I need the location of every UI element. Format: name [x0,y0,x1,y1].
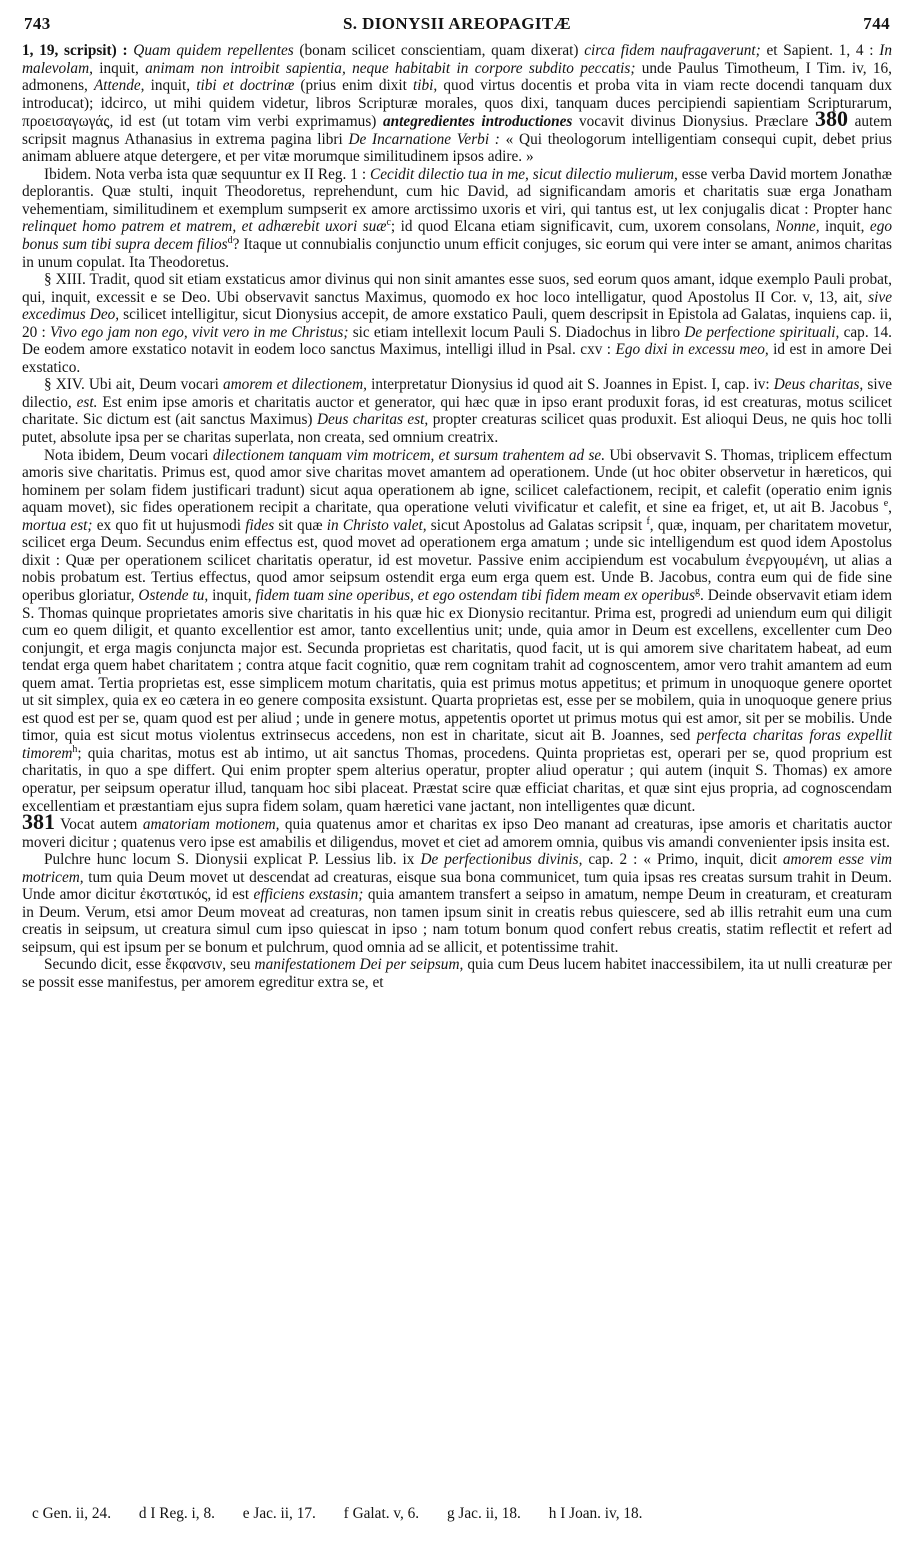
text-run: Vocat autem [55,816,143,834]
text-run: ? Itaque ut connubialis conjunctio unum efficit conjuges, sic eorum qui vere inter se amant, animos charitas in unum copulat. Ita Theodoretus. [22,236,893,271]
footnote-ref: d [227,234,233,246]
text-run: fidem tuam sine operibus, et ego ostendam tibi fidem meam ex operibus [255,586,696,604]
text-run: sic etiam intellexit locum Pauli S. Diadochus in libro [348,323,685,341]
margin-number: 380 [814,106,848,132]
text-run: Secundo dicit, esse ἔκφανσιν, seu [44,956,255,974]
footnote: f Galat. v, 6. [343,1505,420,1522]
text-run: scilicet intelligitur, sicut Dionysius accepit, de amore exstatico Pauli, quem descripsit in Epistola ad Galatas, inquiens cap. ii, 20 : [22,306,892,341]
footnote-ref: f [646,515,650,527]
text-run: Vivo ego jam non ego, vivit vero in me Christus; [50,323,349,341]
text-run: Ibidem. Nota verba ista quæ sequuntur ex II Reg. 1 : [44,165,371,183]
footnotes [32,1505,882,1523]
text-run: inquit, [819,218,870,236]
text-run: Ubi observavit S. Thomas, triplicem effectum amoris sive charitatis. Primus est, quod amor sive charitas movet amantem ad operationem. Unde (ut hoc obiter observetur in hæreticos, qui hominem per solam fidem justificari tradunt) sicut aqua operationem ab igne, scilicet calefactionem, recipit, et calefit (operatio enim ignis aquam movet), sic fides operationem recipit a charitate, qua operatione veluti vivificatur et calefit, et sine ea friget, et, ut ait B. Jacobus [22,446,892,517]
text-run: propter creaturas scilicet quas produxit. Est alioqui Deus, ne quis hoc tolli putet, absolute ipsa per se charitas superlata, non creata, sed omnium creatrix. [22,411,892,447]
text-run: sive dilectio, [22,376,893,411]
text-run: Ostende tu, [138,586,209,604]
footnote-ref: e [883,498,889,510]
text-run: animam non introibit sapientia, neque habitabit in corpore subdito peccatis; [145,59,636,77]
footnote: h I Joan. iv, 18. [548,1505,643,1522]
text-run: ex quo fit ut hujusmodi [92,516,246,534]
text-run: amorem et dilectionem, [222,376,367,394]
text-run: In malevolam, [22,42,892,77]
page-header [22,14,892,38]
text-run: Deus charitas est, [316,411,429,429]
margin-number: 381 [22,809,55,835]
text-run: tibi et doctrinæ [196,77,295,95]
text-run: De Incarnatione Verbi : [348,130,500,148]
paragraph-6 [22,809,893,851]
text-run: Cecidit dilectio tua in me, sicut dilectio mulierum, [370,165,678,183]
text-run: tibi, [413,77,438,95]
footnote: c Gen. ii, 24. [32,1505,112,1522]
body-text [22,42,892,992]
footnote: d I Reg. i, 8. [138,1505,215,1522]
footnote-ref: c [386,217,391,229]
text-run: est. [76,393,98,411]
text-run: interpretatur Dionysius id quod ait S. Joannes in Epist. I, cap. iv: [366,376,774,394]
text-run: tum quia Deum movet ut descendat ad creaturas, eisque sua bona communicet, tum quia ipsas res creatas sursum trahit in Deum. Unde amor dicitur ἐκστατικός, id est [22,868,892,904]
text-run: cap. 14. De eodem amore exstatico notavit in eodem loco sanctus Maximus, intelligi illud in Psal. cxv : [22,323,893,359]
text-run: autem scripsit magnus Athanasius in extrema pagina libri [22,113,892,148]
text-run: mortua est; [22,516,93,534]
text-run: circa fidem naufragaverunt; [584,42,761,59]
footnote-ref: h [72,743,78,755]
text-run: Ego dixi in excessu meo, [615,341,769,359]
text-run: . Deinde observavit etiam idem S. Thomas quinque proprietates amoris sive charitatis in his quæ hic ex Dionysio recitantur. Prima est, progredi ad uniendum eum qui diligit cum eo quem diligit, et quanto excellentior est amor, tanto excellentius unit; unde, quia amor in Deum est excellens, excellenter cum Deo conjungit, et erga magis conjuncta major est. Secunda proprietas est charitatis, quod facit, ut is qui amorem sive charitatem habeat, ad eum tendat erga quem habet charitatem ; contra atque facit cognitio, quæ rem cognitam trahit ad cognoscentem, amor vero trahit amantem ad eum quem amat. Tertia proprietas est, esse simplicem motum charitatis, quia est primus motus appetitus; et primum in unoquoque genere oportet ut sit simplex, quia ex eo cætera in eo genere composita exsistunt. Quarta proprietas est, esse per se mobilem, quia in unoquoque genere prius est quod est per se, quam quod est per aliud ; unde in genere motus, appetentis oportet ut primus motus qui est amor, sit per se mobilis. Unde timor, quia est sicut motus violentus extrinsecus accedens, non est in charitate, sicut ait B. Joannes, sed [22,586,892,745]
text-run: quod virtus docentis et proba vita in viam recte docendi tanquam dux introducat); idcirco, ut mihi quidem videtur, libros Scripturæ morales, quos dixi, tanquam duces percipiendi sapientiam Scripturarum, προεισαγωγάς, id est (ut totam vim verbi exprimamus) [22,77,892,131]
text-run: quia quatenus amor et charitas ex ipso Deo manant ad creaturas, ipse amoris et charitatis auctor moveri dicitur ; quatenus vero ipse est amabilis et diligendus, movet et ciet ad amorem omnia, quibus vis amandi convenienter ipsis insita est. [22,816,893,851]
running-title: S. DIONYSII AREOPAGITÆ [342,14,572,33]
page-number-left: 743 [24,14,51,33]
text-run: inquit, [92,59,146,77]
page-number-right: 744 [863,14,890,33]
text-run: esse verba David mortem Jonathæ deplorantis. Quæ stulti, inquit Theodoretus, reprehendunt, cum hic David, ad significandam amoris et charitatis suæ erga Jonatham vehementiam, similitudinem et exemplum sumpserit ex amore arctissimo uxoris et viri, qui tantus est, ut lex conjugalis dicat : Propter hanc [22,165,893,218]
text-run: antegredientes introductiones [383,113,573,131]
text-run: unde Paulus Timotheum, I Tim. iv, 16, admonens, [22,59,892,95]
paragraph-5 [22,447,892,815]
text-run: ego bonus sum tibi supra decem filios [22,218,893,254]
text-run: ; quia charitas, motus est ab intimo, ut ait sanctus Thomas, procedens. Quinta proprietas est, operari per se, quod proprium est charitatis, in quo a spe differt. Qui enim propter spem alterius operatur, propter aliud operatur ; qui autem (inquit S. Thomas) ex amore operatur, per seipsum operatur illud, tanquam hoc sibi placeat. Præstat scire quæ efficiat charitas, et quæ sint ejus propria, ad cognoscendam excellentiam et præstantiam ejus supra fidem solam, quam hæretici vane jactant, non intelligentes quæ dicunt. [22,744,892,815]
text-run: sicut Apostolus ad Galatas scripsit [426,516,647,534]
text-run: Est enim ipse amoris et charitatis auctor et generator, qui hæc quæ in ipso erant produxit foras, id est creaturas, motus scilicet charitate. Sic dictum est (ait sanctus Maximus) [22,393,892,429]
text-run: Deus charitas, [773,376,864,394]
text-run: « Qui theologorum intelligentiam consequi cupit, debet prius animam abluere atque detergere, et per vitæ morumque similitudinem ipsos adire. » [22,130,892,166]
footnote: e Jac. ii, 17. [242,1505,316,1522]
text-run: in Christo valet, [326,516,427,534]
text-run: inquit, [208,586,256,604]
text-run: Quam quidem repellentes [133,42,294,59]
text-run: Attende, [93,77,145,95]
text-run: 1, 19, scripsit) : [22,42,134,59]
text-run: vocavit divinus Dionysius. Præclare [572,113,815,131]
paragraph-3 [22,271,892,376]
text-run: amorem esse vim motricem, [22,851,892,886]
text-run: § XIII. Tradit, quod sit etiam exstaticus amor divinus qui non sinit amantes esse suos, sed eorum quos amant, idque exemplo Pauli probat, qui, inquit, excessit e se Deo. Ubi observavit sanctus Maximus, quomodo ex hoc loco intelligatur, quod Apostolus II Cor. v, 13, ait, [22,271,892,306]
text-run: Nota ibidem, Deum vocari [44,446,213,464]
text-run: cap. 2 : « Primo, inquit, dicit [582,851,783,869]
text-run: efficiens exstasin; [253,886,364,904]
text-run: et Sapient. 1, 4 : [760,42,880,59]
text-run: § XIV. Ubi ait, Deum vocari [44,376,223,394]
text-run: De perfectionibus divinis, [420,851,583,869]
text-run: perfecta charitas foras expellit timorem [22,727,892,762]
text-run: ; id quod Elcana etiam significavit, cum, uxorem consolans, [390,218,776,236]
paragraph-4 [22,376,892,446]
text-run: inquit, [144,77,197,95]
text-run: id est in amore Dei exstatico. [22,341,893,376]
text-run: De perfectione spirituali, [684,323,840,341]
text-run: sive excedimus Deo, [22,288,892,324]
paragraph-7 [22,851,892,956]
text-run: , [888,499,892,517]
footnote: g Jac. ii, 18. [446,1505,521,1522]
text-run: quia amantem transfert a seipso in amatum, nempe Deum in creaturam, et creaturam in Deum. Verum, etsi amor Deum moveat ad creaturas, non tamen ipsum sinit in creatis rebus quiescere, sed ab illis retrahit eum una cum creatis in seipsum, ut creatura simul cum ipso quiescat in ipso ; nam totum bonum quod confert rebus creatis, statim reflectit et refert ad seipsum, qui est ipsum per se bonum et pulchrum, quod omnia ad se allicit, et potentissime trahit. [22,886,892,956]
book-page [22,0,892,1555]
paragraph-1 [22,42,892,166]
paragraph-8 [22,956,892,991]
text-run: amatoriam motionem, [142,816,280,834]
text-run: relinquet homo patrem et matrem, et adhærebit uxori suæ [22,218,387,236]
text-run: sit quæ [274,516,327,534]
paragraph-2 [22,166,892,271]
text-run: quia cum Deus lucem habitet inaccessibilem, ita ut nulli creaturæ per se possit esse manifestus, per amorem egreditur extra se, et [22,956,892,991]
text-run: Pulchre hunc locum S. Dionysii explicat P. Lessius lib. ix [44,851,421,869]
text-run: (prius enim dixit [294,77,414,95]
text-run: dilectionem tanquam vim motricem, et sursum trahentem ad se. [212,446,606,464]
text-run: fides [245,516,275,534]
text-run: Nonne, [775,218,820,236]
footnote-ref: g [695,585,701,597]
text-run: manifestationem Dei per seipsum, [254,956,464,974]
text-run: (bonam scilicet conscientiam, quam dixerat) [293,42,585,59]
text-run: , quæ, inquam, per charitatem movetur, scilicet erga Deum. Secundus enim effectus est, quod movet ad operationem erga amatum ; unde sic intelligendum est quod idem Apostolus dixit : Quæ per operationem scilicet charitatis operatur, id est movetur. Passive enim accipiendum est vocabulum ἐνεργουμένη, ut alias a nobis probatum est. Tertius effectus, quod amor seipsum ostendit erga eum erga quem est. Unde B. Jacobus, contra eum qui de fide sine operibus gloriatur, [22,516,892,604]
